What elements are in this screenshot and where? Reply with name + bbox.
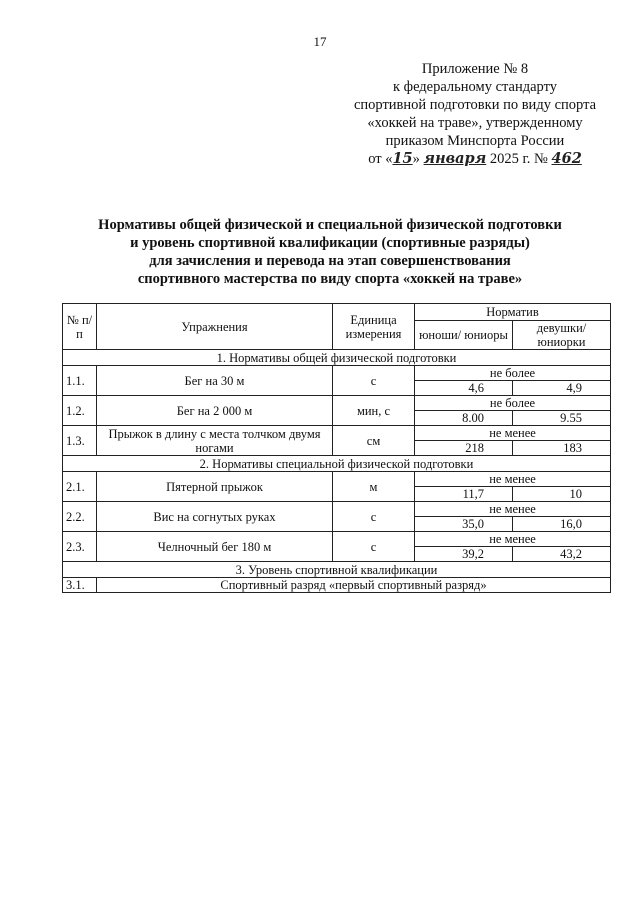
row-number: 1.1. (63, 366, 97, 396)
title-line: Нормативы общей физической и специальной физической подготовки (98, 217, 562, 233)
section-row (63, 456, 611, 472)
girls-value: 183 (513, 441, 611, 456)
row-number: 2.2. (63, 502, 97, 532)
order-day: 15 (392, 150, 413, 167)
table-row (63, 532, 611, 547)
order-number: 462 (551, 150, 582, 167)
norm-condition: не менее (415, 426, 611, 441)
unit: с (333, 502, 415, 532)
row-number: 1.2. (63, 396, 97, 426)
row-number: 2.1. (63, 472, 97, 502)
girls-value: 16,0 (513, 517, 611, 532)
exercise-name: Прыжок в длину с места толчком двумя ногами (97, 426, 333, 456)
exercise-name: Пятерной прыжок (97, 472, 333, 502)
exercise-name: Вис на согнутых руках (97, 502, 333, 532)
section-title: 3. Уровень спортивной квалификации (63, 562, 611, 578)
table-row (63, 426, 611, 441)
row-number: 3.1. (63, 578, 97, 593)
table-row (63, 578, 611, 593)
header-girls: девушки/ юниорки (513, 321, 611, 350)
boys-value: 11,7 (415, 487, 513, 502)
document-title (40, 216, 620, 288)
norm-condition: не менее (415, 532, 611, 547)
header-norm: Норматив (415, 304, 611, 321)
title-line: спортивного мастерства по виду спорта «хоккей на траве» (137, 271, 523, 287)
appendix-line: «хоккей на траве», утвержденному (367, 115, 583, 131)
appendix-line: к федеральному стандарту (393, 79, 557, 95)
boys-value: 218 (415, 441, 513, 456)
boys-value: 39,2 (415, 547, 513, 562)
page-number: 17 (313, 34, 327, 49)
order-close: » (412, 151, 420, 167)
norm-condition: не менее (415, 502, 611, 517)
girls-value: 9.55 (513, 411, 611, 426)
header-num: № п/п (63, 304, 97, 350)
unit: см (333, 426, 415, 456)
girls-value: 4,9 (513, 381, 611, 396)
table-row (63, 396, 611, 411)
row-number: 1.3. (63, 426, 97, 456)
boys-value: 4,6 (415, 381, 513, 396)
unit: м (333, 472, 415, 502)
section-row (63, 562, 611, 578)
exercise-name: Бег на 2 000 м (97, 396, 333, 426)
title-line: для зачисления и перевода на этап совершенствования (149, 253, 511, 269)
appendix-line: спортивной подготовки по виду спорта (353, 97, 597, 113)
section-row (63, 350, 611, 366)
order-prefix: от « (368, 151, 393, 167)
girls-value: 10 (513, 487, 611, 502)
boys-value: 8.00 (415, 411, 513, 426)
qualification-text: Спортивный разряд «первый спортивный разряд» (97, 578, 611, 593)
table-row (63, 472, 611, 487)
norm-condition: не менее (415, 472, 611, 487)
title-line: и уровень спортивной квалификации (спортивные разряды) (130, 235, 530, 251)
section-title: 2. Нормативы специальной физической подготовки (63, 456, 611, 472)
section-title: 1. Нормативы общей физической подготовки (63, 350, 611, 366)
header-unit: Единица измерения (333, 304, 415, 350)
norm-condition: не более (415, 396, 611, 411)
boys-value: 35,0 (415, 517, 513, 532)
table-row (63, 502, 611, 517)
table-row (63, 366, 611, 381)
norms-table (62, 303, 611, 593)
row-number: 2.3. (63, 532, 97, 562)
unit: с (333, 532, 415, 562)
unit: с (333, 366, 415, 396)
header-exercise: Упражнения (97, 304, 333, 350)
order-line (330, 150, 620, 168)
unit: мин, с (333, 396, 415, 426)
norm-condition: не более (415, 366, 611, 381)
order-month: января (423, 150, 487, 167)
header-row (63, 304, 611, 321)
girls-value: 43,2 (513, 547, 611, 562)
header-boys: юноши/ юниоры (415, 321, 513, 350)
appendix-block (330, 60, 620, 168)
appendix-line: приказом Минспорта России (385, 133, 565, 149)
exercise-name: Бег на 30 м (97, 366, 333, 396)
appendix-line: Приложение № 8 (421, 61, 529, 77)
order-year: 2025 г. № (489, 151, 548, 167)
exercise-name: Челночный бег 180 м (97, 532, 333, 562)
